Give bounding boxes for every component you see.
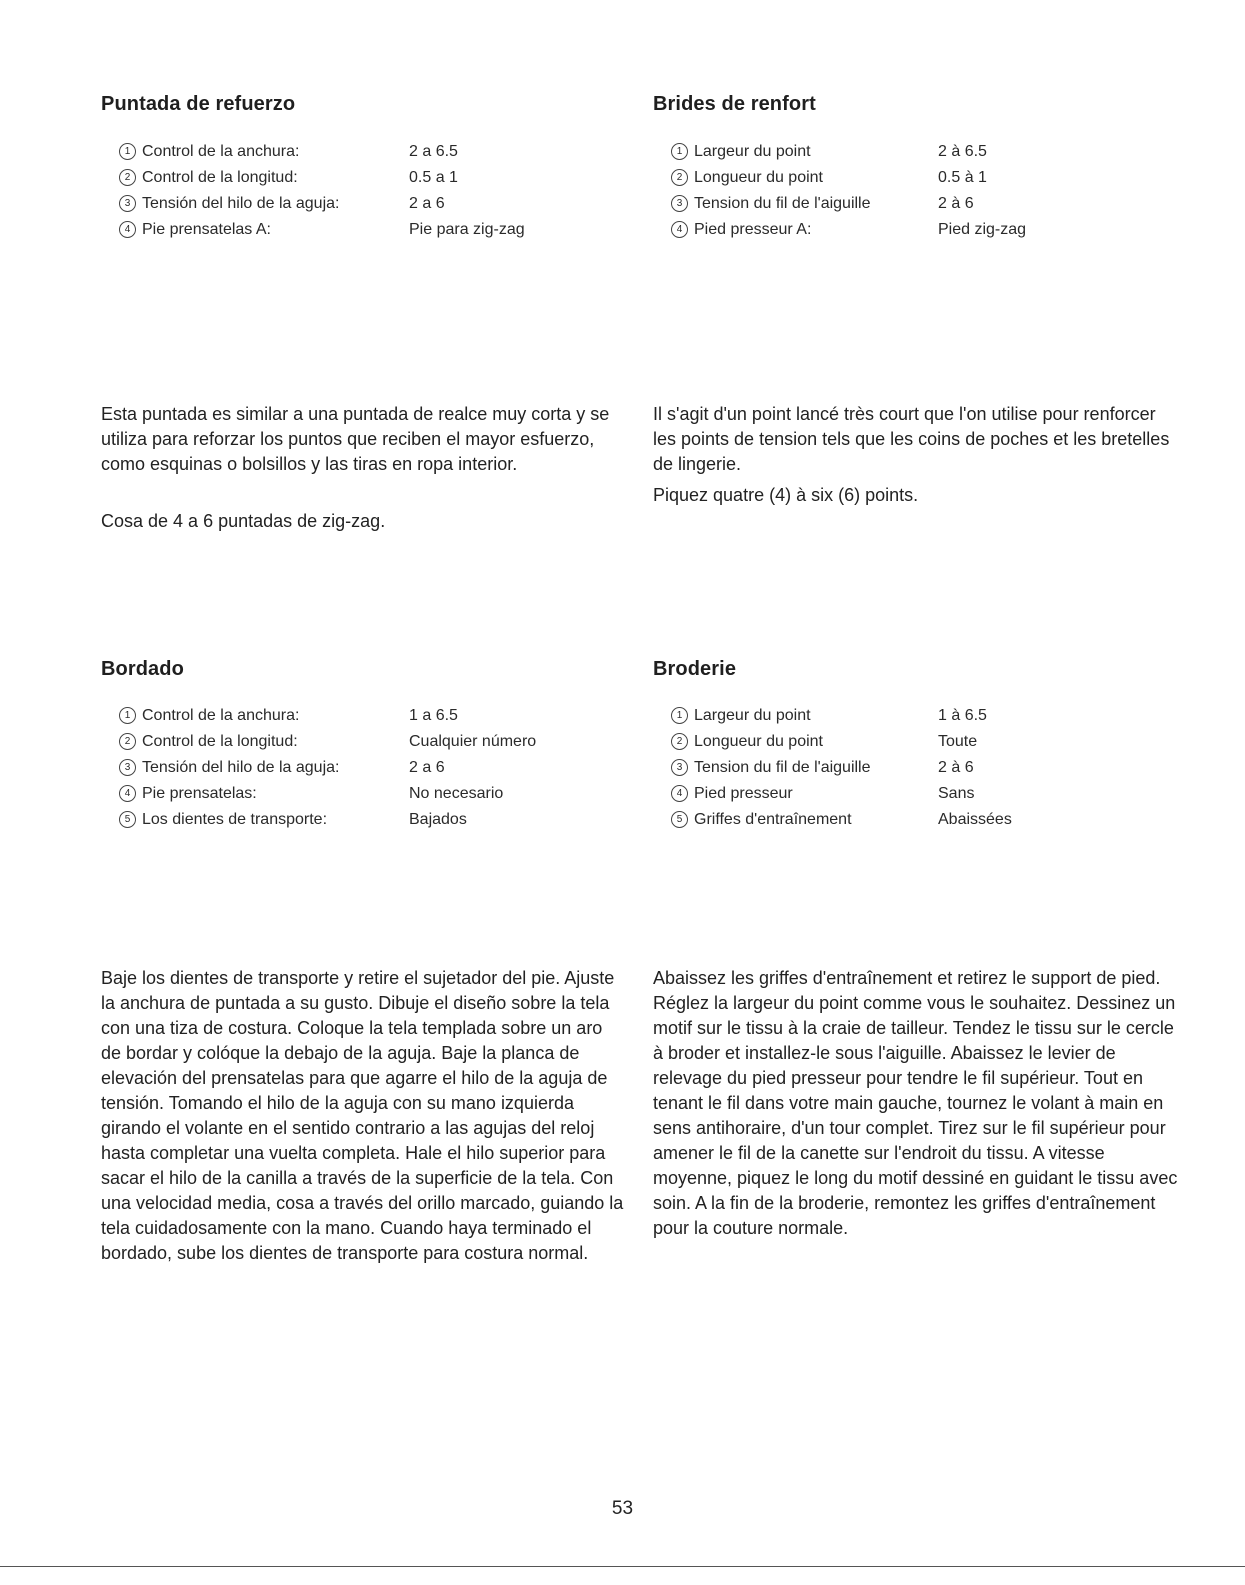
spec-row (119, 755, 445, 781)
spec-value: Toute (938, 733, 978, 750)
spec-row (671, 165, 987, 191)
spec-label: Tension du fil de l'aiguille (694, 759, 871, 776)
spec-label: Pie prensatelas: (142, 785, 257, 802)
spec-row (119, 165, 458, 191)
spec-label: Control de la longitud: (142, 733, 298, 750)
spec-value: 2 à 6 (938, 195, 974, 212)
spec-label: Tensión del hilo de la aguja: (142, 759, 340, 776)
spec-label: Griffes d'entraînement (694, 811, 852, 828)
section-title-puntada-de-refuerzo: Puntada de refuerzo (101, 93, 296, 115)
spec-label: Longueur du point (694, 733, 823, 750)
spec-value: Cualquier número (409, 733, 537, 750)
spec-number-badge: 4 (671, 785, 688, 802)
spec-number-badge: 2 (671, 169, 688, 186)
spec-label: Control de la anchura: (142, 707, 300, 724)
spec-row (119, 729, 537, 755)
section-title-broderie: Broderie (653, 658, 737, 680)
spec-value: No necesario (409, 785, 504, 802)
spec-number-badge: 4 (671, 221, 688, 238)
spec-value: 0.5 à 1 (938, 169, 987, 186)
spec-row (119, 191, 445, 217)
spec-value: 2 a 6 (409, 195, 445, 212)
spec-number-badge: 1 (119, 707, 136, 724)
spec-value: Pied zig-zag (938, 221, 1027, 238)
spec-label: Pied presseur A: (694, 221, 812, 238)
spec-value: 1 a 6.5 (409, 707, 458, 724)
spec-value: 2 à 6 (938, 759, 974, 776)
spec-row (671, 139, 987, 165)
spec-label: Largeur du point (694, 707, 811, 724)
spec-row (671, 755, 974, 781)
bottom-rule (0, 1566, 1245, 1567)
spec-value: 2 a 6.5 (409, 143, 458, 160)
spec-row (119, 217, 525, 243)
spec-value: Pie para zig-zag (409, 221, 525, 238)
spec-row (671, 781, 975, 807)
spec-list-broderie (671, 703, 1012, 833)
spec-number-badge: 1 (671, 143, 688, 160)
spec-row (671, 217, 1027, 243)
spec-list-refuerzo (119, 139, 525, 243)
spec-number-badge: 5 (119, 811, 136, 828)
spec-label: Pie prensatelas A: (142, 221, 271, 238)
paragraph-bordado-instructions: Baje los dientes de transporte y retire el sujetador del pie. Ajuste la anchura de puntada a su gusto. Dibuje el diseño sobre la tela con una tiza de costura. Coloque la tela templada sobre un aro de bordar y colóque la debajo de la aguja. Baje la planca de elevación del prensatelas para que agarre el hilo de la aguja de tensión. Tomando el hilo de la aguja con su mano izquierda girando el volante en el sentido contrario a las agujas del reloj hasta completar una vuelta completa. Hale el hilo superior para sacar el hilo de la canilla a través de la superficie de la tela. Con una velocidad media, cosa a través del orillo marcado, guiando la tela cuidadosamente con la mano. Cuando haya terminado el bordado, sube los dientes de transporte para costura normal. (101, 968, 624, 1263)
spec-value: 2 a 6 (409, 759, 445, 776)
spec-label: Pied presseur (694, 785, 793, 802)
spec-label: Tensión del hilo de la aguja: (142, 195, 340, 212)
spec-row (671, 191, 974, 217)
spec-number-badge: 1 (119, 143, 136, 160)
spec-value: Sans (938, 785, 975, 802)
spec-row (671, 703, 987, 729)
spec-row (119, 139, 458, 165)
spec-number-badge: 2 (119, 169, 136, 186)
spec-number-badge: 4 (119, 785, 136, 802)
spec-label: Control de la anchura: (142, 143, 300, 160)
spec-list-bordado (119, 703, 537, 833)
spec-value: 0.5 a 1 (409, 169, 458, 186)
spec-number-badge: 2 (119, 733, 136, 750)
spec-number-badge: 3 (671, 195, 688, 212)
spec-value: 1 à 6.5 (938, 707, 987, 724)
paragraph-broderie-instructions: Abaissez les griffes d'entraînement et retirez le support de pied. Réglez la largeur du point comme vous le souhaitez. Dessinez un motif sur le tissu à la craie de tailleur. Tendez le tissu sur le cercle à broder et installez-le sous l'aiguille. Abaissez le levier de relevage du pied presseur pour tendre le fil supérieur. Tout en tenant le fil dans votre main gauche, tournez le volant à main en sens antihoraire, d'un tour complet. Tirez sur le fil supérieur pour amener le fil de la canette sur l'endroit du tissu. A vitesse moyenne, piquez le long du motif dessiné en guidant le tissu avec soin. A la fin de la broderie, remontez les griffes d'entraînement pour la couture normale. (653, 968, 1178, 1238)
spec-list-renfort (671, 139, 1027, 243)
spec-value: Abaissées (938, 811, 1012, 828)
spec-number-badge: 4 (119, 221, 136, 238)
spec-row (119, 807, 467, 833)
spec-row (671, 729, 978, 755)
paragraph-refuerzo-description: Esta puntada es similar a una puntada de realce muy corta y se utiliza para reforzar los puntos que reciben el mayor esfuerzo, como esquinas o bolsillos y las tiras en ropa interior. (101, 404, 610, 474)
spec-label: Control de la longitud: (142, 169, 298, 186)
spec-number-badge: 3 (671, 759, 688, 776)
spec-row (119, 781, 504, 807)
spec-number-badge: 5 (671, 811, 688, 828)
spec-value: 2 à 6.5 (938, 143, 987, 160)
spec-value: Bajados (409, 811, 467, 828)
spec-number-badge: 1 (671, 707, 688, 724)
spec-label: Largeur du point (694, 143, 811, 160)
paragraph-renfort-description: Il s'agit d'un point lancé très court que l'on utilise pour renforcer les points de tension tels que les coins de poches et les bretelles de lingerie. (653, 404, 1170, 474)
paragraph-refuerzo-instruction: Cosa de 4 a 6 puntadas de zig-zag. (101, 511, 386, 531)
spec-row (671, 807, 1012, 833)
spec-label: Tension du fil de l'aiguille (694, 195, 871, 212)
section-title-bordado: Bordado (101, 658, 184, 680)
section-title-brides-de-renfort: Brides de renfort (653, 93, 816, 115)
page-number: 53 (611, 1498, 634, 1519)
spec-number-badge: 3 (119, 195, 136, 212)
paragraph-renfort-instruction: Piquez quatre (4) à six (6) points. (653, 485, 919, 505)
spec-label: Longueur du point (694, 169, 823, 186)
spec-label: Los dientes de transporte: (142, 811, 328, 828)
spec-number-badge: 2 (671, 733, 688, 750)
spec-number-badge: 3 (119, 759, 136, 776)
spec-row (119, 703, 458, 729)
